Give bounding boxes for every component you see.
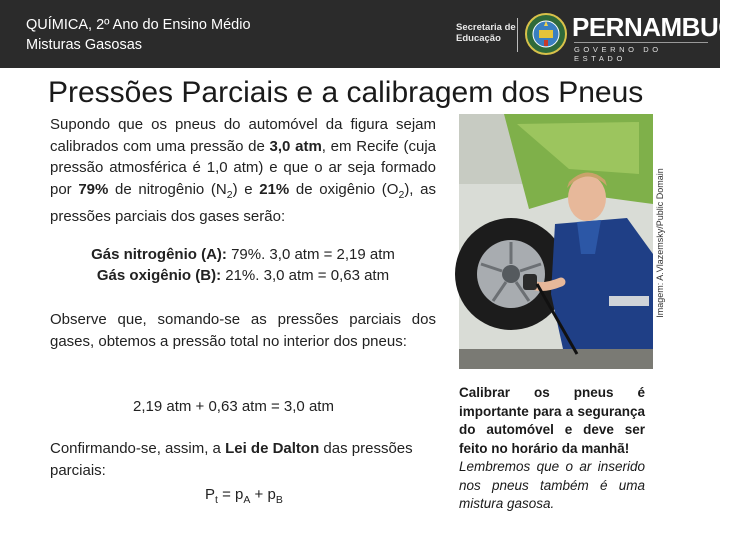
- subject-label: QUÍMICA, 2º Ano do Ensino Médio: [26, 17, 251, 33]
- page-title: Pressões Parciais e a calibragem dos Pneus: [48, 76, 644, 109]
- dalton-paragraph: Confirmando-se, assim, a Lei de Dalton das pressões parciais:: [50, 440, 413, 479]
- course-heading: [26, 15, 251, 55]
- tire-calibration-photo: [459, 114, 653, 369]
- photo-credit: Imagem: A.Vlazemsky/Public Domain: [655, 168, 665, 318]
- intro-paragraph: Supondo que os pneus do automóvel da figura sejam calibrados com uma pressão de 3,0 atm, em Recife (cuja pressão atmosférica é 1,0 atm) e que o ar seja formado por 79% de nitrogênio $(N_2)$ e 21% de oxigênio $(O_2)$, as pressões parciais dos gases serão:: [50, 116, 436, 225]
- state-seal-icon: [524, 12, 568, 56]
- header-divider: [517, 18, 518, 52]
- state-government-label: GOVERNO DO ESTADO: [574, 42, 708, 63]
- nitrogen-partial-pressure: Gás nitrogênio (A): 79%. 3,0 atm = 2,19 atm: [91, 246, 395, 263]
- caption-note: Lembremos que o ar inserido nos pneus também é uma mistura gasosa.: [459, 459, 645, 511]
- observe-paragraph: Observe que, somando-se as pressões parciais dos gases, obtemos a pressão total no interior dos pneus:: [50, 311, 436, 350]
- caption-highlight: Calibrar os pneus é importante para a segurança do automóvel e deve ser feito no horário da manhã!: [459, 385, 645, 456]
- photo-caption: [459, 384, 645, 514]
- dalton-formula: $P_t = p_A + p_B$: [205, 486, 283, 506]
- oxygen-partial-pressure: Gás oxigênio (B): 21%. 3,0 atm = 0,63 atm: [96, 267, 390, 284]
- header-bar: [0, 0, 756, 68]
- secretaria-label: Secretaria de Educação: [456, 22, 516, 44]
- state-name: PERNAMBUCO: [572, 12, 756, 42]
- total-pressure-sum: 2,19 atm + 0,63 atm = 3,0 atm: [133, 398, 334, 415]
- topic-label: Misturas Gasosas: [26, 37, 143, 53]
